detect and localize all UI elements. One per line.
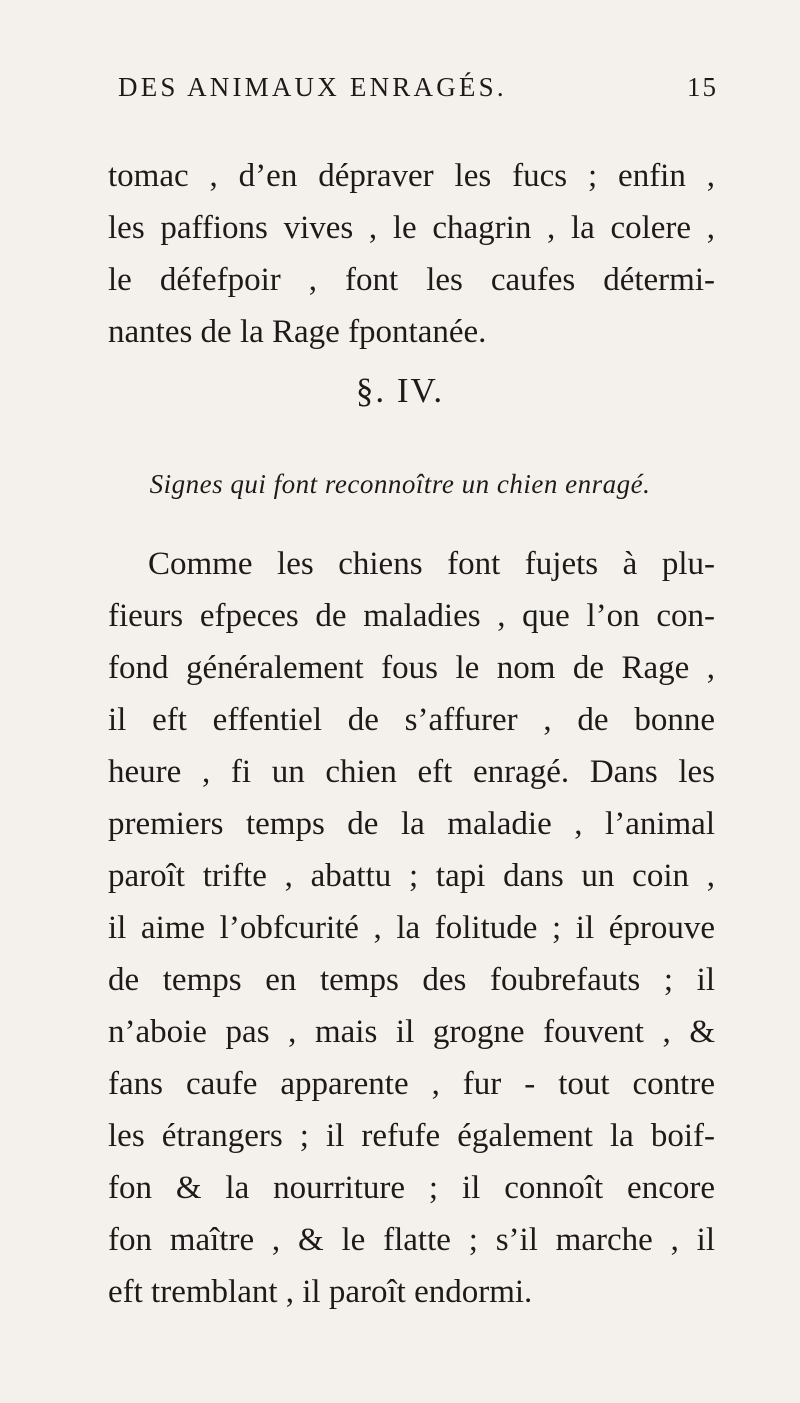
text-line: les étrangers ; il refufe également la boif- [108,1118,715,1154]
text-line: paroît trifte , abattu ; tapi dans un coin , [108,858,715,894]
text-line: il aime l’obfcurité , la folitude ; il éprouve [108,910,715,946]
text-line: fond généralement fous le nom de Rage , [108,650,715,686]
text-line: Comme les chiens font fujets à plu- [148,546,715,582]
text-line: il eft effentiel de s’affurer , de bonne [108,702,715,738]
text-line: eft tremblant , il paroît endormi. [108,1274,533,1310]
running-title: DES ANIMAUX ENRAGÉS. [118,72,507,102]
text-line: tomac , d’en dépraver les fucs ; enfin , [108,158,715,194]
page-number: 15 [687,72,718,102]
text-line: le défefpoir , font les caufes détermi- [108,262,715,298]
text-line: n’aboie pas , mais il grogne fouvent , & [108,1014,715,1050]
section-heading: §. IV. [355,371,445,410]
section-subtitle: Signes qui font reconnoître un chien enragé. [149,469,651,499]
text-line: fans caufe apparente , fur - tout contre [108,1066,715,1102]
text-line: heure , fi un chien eft enragé. Dans les [108,754,715,790]
running-head [118,72,718,116]
text-line: premiers temps de la maladie , l’animal [108,806,715,842]
text-line: fieurs efpeces de maladies , que l’on con- [108,598,715,634]
text-line: nantes de la Rage fpontanée. [108,314,487,350]
text-line: de temps en temps des foubrefauts ; il [108,962,715,998]
text-line: les paffions vives , le chagrin , la colere , [108,210,715,246]
text-line: fon maître , & le flatte ; s’il marche , il [108,1222,715,1258]
text-line: fon & la nourriture ; il connoît encore [108,1170,715,1206]
